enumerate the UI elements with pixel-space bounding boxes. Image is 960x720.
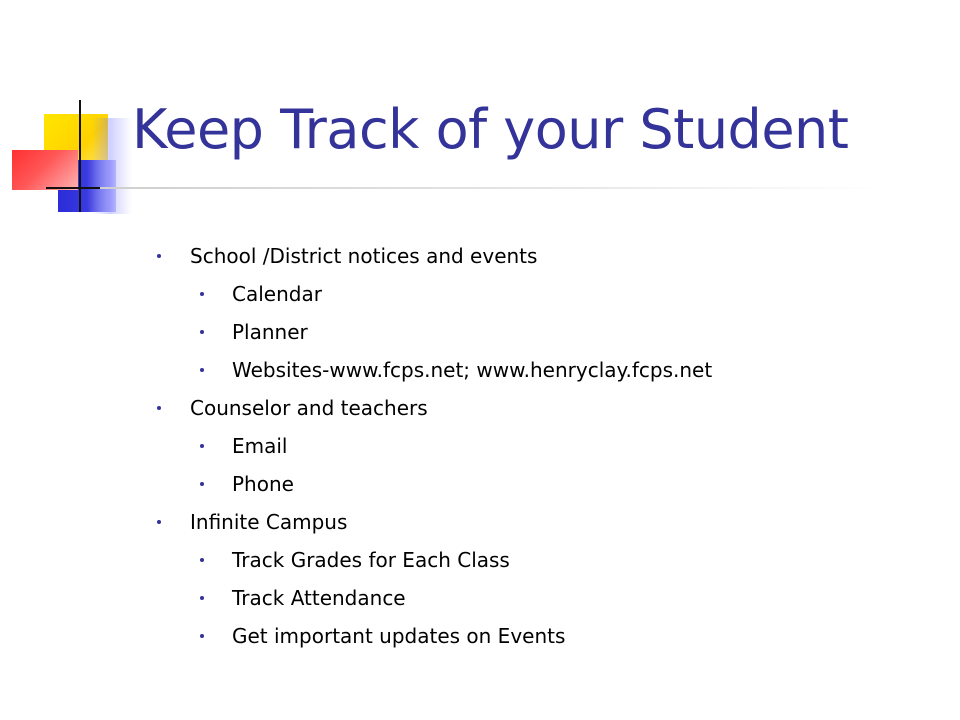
bullet-dot: [157, 520, 161, 524]
sub-bullet-text: Track Grades for Each Class: [232, 548, 510, 572]
bullet-dot: [200, 292, 204, 296]
bullet-text: Counselor and teachers: [190, 396, 428, 420]
sub-bullet-item: [150, 427, 930, 465]
bullet-dot: [157, 254, 161, 258]
sub-bullet-text: Websites-www.fcps.net; www.henryclay.fcps.net: [232, 358, 713, 382]
bullet-dot: [200, 558, 204, 562]
bullet-dot: [200, 596, 204, 600]
bullet-text: School /District notices and events: [190, 244, 538, 268]
bullet-item: [150, 237, 930, 275]
bullet-dot: [200, 482, 204, 486]
sub-bullet-text: Email: [232, 434, 288, 458]
bullet-dot: [200, 634, 204, 638]
bullet-dot: [157, 406, 161, 410]
bullet-list: [150, 237, 930, 655]
sub-bullet-item: [150, 541, 930, 579]
sub-bullet-item: [150, 617, 930, 655]
sub-bullet-text: Calendar: [232, 282, 322, 306]
decorative-logo: [0, 0, 140, 230]
bullet-dot: [200, 368, 204, 372]
sub-bullet-text: Phone: [232, 472, 294, 496]
sub-bullet-item: [150, 351, 930, 389]
sub-bullet-text: Get important updates on Events: [232, 624, 566, 648]
bullet-dot: [200, 330, 204, 334]
sub-bullet-item: [150, 465, 930, 503]
bullet-text: Infinite Campus: [190, 510, 348, 534]
bullet-item: [150, 503, 930, 541]
slide-title: Keep Track of your Student: [132, 98, 849, 161]
sub-bullet-text: Planner: [232, 320, 308, 344]
logo-vertical-line: [79, 100, 81, 212]
sub-bullet-text: Track Attendance: [232, 586, 406, 610]
logo-blue-fade: [92, 118, 132, 214]
bullet-item: [150, 389, 930, 427]
sub-bullet-item: [150, 579, 930, 617]
sub-bullet-item: [150, 313, 930, 351]
title-divider: [100, 187, 880, 189]
sub-bullet-item: [150, 275, 930, 313]
bullet-dot: [200, 444, 204, 448]
logo-red-square: [12, 150, 78, 190]
